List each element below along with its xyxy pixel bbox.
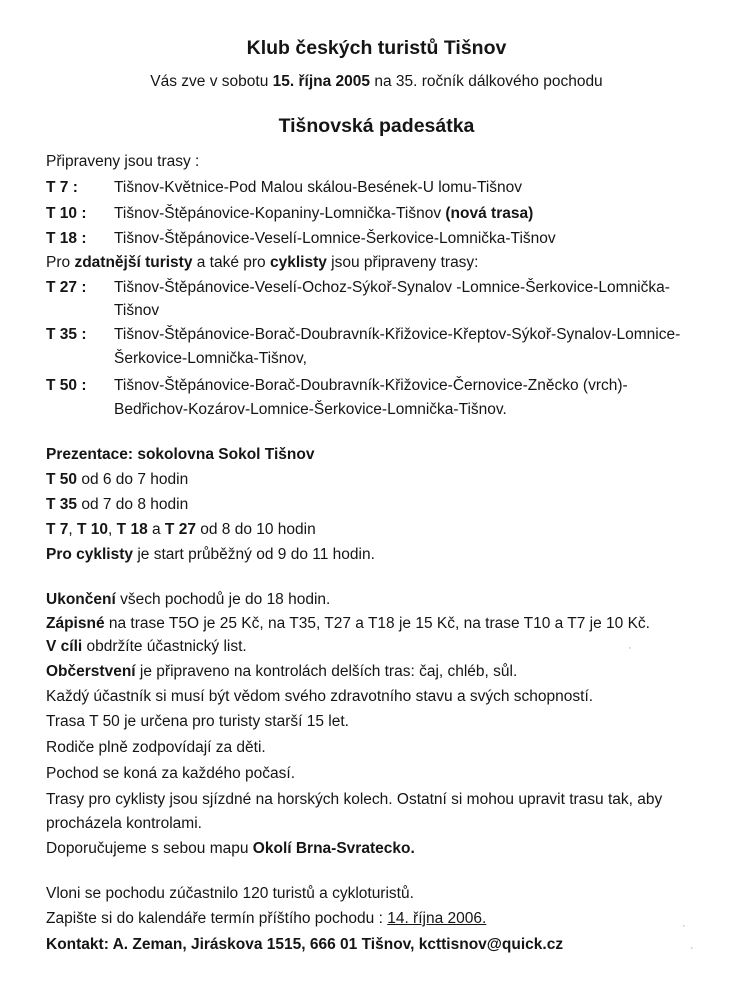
info-health: Každý účastník si musí být vědom svého zdravotního stavu a svých schopností.: [46, 688, 594, 705]
route-code-t10: T 10 :: [46, 205, 87, 222]
registration-comma-2: ,: [108, 521, 117, 538]
route-t50-line1: Tišnov-Štěpánovice-Borač-Doubravník-Křižovice-Černovice-Zněcko (vrch)-: [114, 377, 628, 394]
info-finish-text: obdržíte účastnický list.: [82, 638, 247, 655]
registration-t35-code: T 35: [46, 496, 78, 513]
footer-contact: Kontakt: A. Zeman, Jiráskova 1515, 666 01 Tišnov, kcttisnov@quick.cz: [46, 936, 564, 953]
footer-last-year: Vloni se pochodu zúčastnilo 120 turistů a cykloturistů.: [46, 885, 414, 902]
registration-t18-code: T 18: [116, 521, 148, 538]
advanced-intro-cyclists: cyklisty: [269, 254, 327, 271]
registration-t27-code: T 27: [164, 521, 196, 538]
club-title: Klub českých turistů Tišnov: [246, 37, 507, 59]
route-code-t18: T 18 :: [46, 230, 87, 247]
registration-comma-1: ,: [68, 521, 78, 538]
info-end-text: všech pochodů je do 18 hodin.: [115, 591, 331, 608]
registration-t10-code: T 10: [77, 521, 109, 538]
registration-cyclists-time: je start průběžný od 9 do 11 hodin.: [133, 546, 375, 563]
route-code-t7: T 7 :: [46, 179, 78, 196]
info-refreshment-text: je připraveno na kontrolách delších tras: čaj, chléb, sůl.: [135, 663, 518, 680]
scan-speck: ·: [690, 942, 694, 954]
info-end: [46, 590, 330, 610]
footer-next-text: Zapište si do kalendáře termín příštího pochodu :: [46, 910, 388, 927]
info-weather: Pochod se koná za každého počasí.: [46, 765, 296, 782]
route-t27-line1: Tišnov-Štěpánovice-Veselí-Ochoz-Sýkoř-Synalov -Lomnice-Šerkovice-Lomnička-: [114, 279, 670, 296]
route-t10: [114, 204, 533, 224]
invitation-line: [0, 72, 753, 92]
info-finish-label: V cíli: [46, 638, 83, 655]
route-t35-line1: Tišnov-Štěpánovice-Borač-Doubravník-Křižovice-Křeptov-Sýkoř-Synalov-Lomnice-: [114, 326, 681, 343]
footer-next-date: 14. října 2006.: [387, 910, 487, 927]
info-bikes-line2: procházela kontrolami.: [46, 815, 202, 832]
route-t27-line2: Tišnov: [114, 302, 160, 319]
footer-next-event: [46, 909, 486, 929]
registration-short: [46, 520, 316, 540]
info-refreshment: [46, 662, 517, 682]
info-fee: [46, 614, 650, 634]
info-map-name: Okolí Brna-Svratecko.: [252, 840, 415, 857]
info-t50-age: Trasa T 50 je určena pro turisty starší 15 let.: [46, 713, 349, 730]
advanced-intro-e: jsou připraveny trasy:: [326, 254, 479, 271]
route-t10-note: (nová trasa): [445, 205, 534, 222]
route-t18: Tišnov-Štěpánovice-Veselí-Lomnice-Šerkovice-Lomnička-Tišnov: [114, 230, 556, 247]
advanced-intro-fit: zdatnější turisty: [74, 254, 193, 271]
scan-speck: ·: [628, 642, 632, 654]
route-code-t50: T 50 :: [46, 377, 87, 394]
info-fee-label: Zápisné: [46, 615, 105, 632]
info-end-label: Ukončení: [46, 591, 116, 608]
registration-title: Prezentace: sokolovna Sokol Tišnov: [46, 446, 315, 463]
route-code-t27: T 27 :: [46, 279, 87, 296]
route-t35-line2: Šerkovice-Lomnička-Tišnov,: [114, 350, 307, 367]
info-bikes-line1: Trasy pro cyklisty jsou sjízdné na horských kolech. Ostatní si mohou upravit trasu tak, aby: [46, 791, 663, 808]
registration-t7-code: T 7: [46, 521, 69, 538]
event-title: Tišnovská padesátka: [278, 115, 475, 137]
registration-and: a: [147, 521, 165, 538]
info-refreshment-label: Občerstvení: [46, 663, 136, 680]
route-code-t35: T 35 :: [46, 326, 87, 343]
registration-short-time: od 8 do 10 hodin: [195, 521, 316, 538]
registration-t35-time: od 7 do 8 hodin: [77, 496, 189, 513]
route-t10-text: Tišnov-Štěpánovice-Kopaniny-Lomnička-Tišnov: [114, 205, 446, 222]
info-fee-text: na trase T5O je 25 Kč, na T35, T27 a T18 je 15 Kč, na trase T10 a T7 je 10 Kč.: [104, 615, 650, 632]
info-parents: Rodiče plně zodpovídají za děti.: [46, 739, 266, 756]
registration-t50-code: T 50: [46, 471, 78, 488]
registration-t35: [46, 495, 188, 515]
registration-cyclists-label: Pro cyklisty: [46, 546, 134, 563]
scan-speck: ·: [682, 920, 686, 932]
info-map: [46, 839, 415, 859]
invitation-text-b: na 35. ročník dálkového pochodu: [370, 73, 603, 90]
advanced-intro-a: Pro: [46, 254, 75, 271]
route-t7: Tišnov-Květnice-Pod Malou skálou-Besének-U lomu-Tišnov: [114, 179, 523, 196]
route-t50-line2: Bedřichov-Kozárov-Lomnice-Šerkovice-Lomnička-Tišnov.: [114, 401, 507, 418]
info-map-text: Doporučujeme s sebou mapu: [46, 840, 253, 857]
registration-t50: [46, 470, 188, 490]
routes-intro: Připraveny jsou trasy :: [46, 153, 200, 170]
advanced-intro-c: a také pro: [192, 254, 270, 271]
registration-cyclists: [46, 545, 375, 565]
event-date: 15. října 2005: [272, 73, 371, 90]
invitation-text-a: Vás zve v sobotu: [150, 73, 273, 90]
advanced-intro: [46, 253, 479, 273]
info-finish: [46, 637, 247, 657]
registration-t50-time: od 6 do 7 hodin: [77, 471, 189, 488]
